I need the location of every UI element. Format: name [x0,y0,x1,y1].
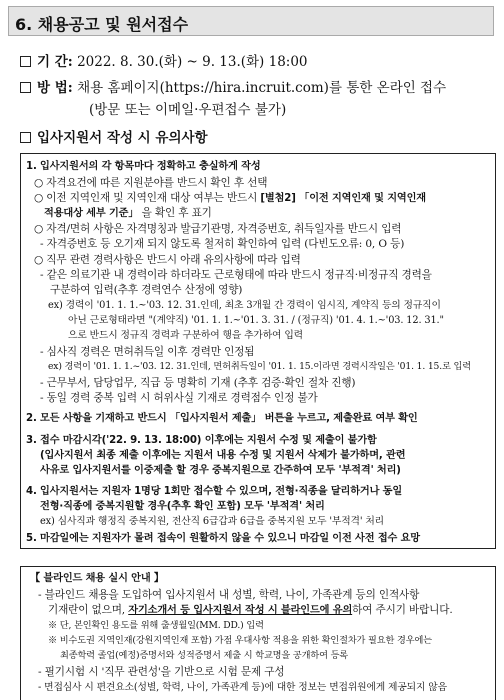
item1-d-sub3: - 근무부서, 담당업무, 직급 등 명확히 기재 (추후 검증·확인 절차 진행) [40,377,356,389]
item1-b-text2: 을 확인 후 표기 [141,207,212,219]
item3-line3: 사유로 입사지원서를 이중제출 할 경우 중복지원으로 간주하여 모두 '부적격' 처리) [40,465,401,476]
blind-hiring-box [20,566,496,700]
period-label: 기 간: [37,54,73,70]
item1-d-sub2: - 심사직 경력은 면허취득일 이후 경력만 인정됨 [40,346,255,358]
checkbox-square-icon [20,132,31,143]
method-value: 채용 홈페이지(https://hira.incruit.com)를 통한 온라인 접수 [77,80,447,96]
item1-d-ex2: ex) 경력이 '01. 1. 1.~'03. 12. 31.인데, 면허취득일이 '01. 1. 15.이라면 경력시작일은 '01. 1. 15.로 입력 [48,361,471,372]
item1-d-sub4: - 동일 경력 중복 입력 시 허위사실 기재로 경력점수 인정 불가 [40,392,318,404]
item1-b [34,191,426,206]
item4-line1: 4. 입사지원서는 지원자 1명당 1회만 접수할 수 있으며, 전형·직종을 달리하거나 동일 [26,486,403,497]
period-value: 2022. 8. 30.(화) ~ 9. 13.(화) 18:00 [77,54,308,70]
blind-item1-cont [48,603,453,618]
blind-note1: ※ 단, 본인확인 용도를 위해 출생월일(MM. DD.) 입력 [48,620,264,631]
blind-note2: ※ 비수도권 지역인재(강원지역인재 포함) 가점 우대사항 적용을 위한 확인절차가 필요한 경우에는 [48,635,432,646]
item1-d-ex1-cont1: 아닌 근로형태라면 "(계약직) '01. 1. 1.~'01. 3. 31. / (정규직) '01. 4. 1.~'03. 12. 31." [68,315,444,326]
section-title-bar [8,6,494,36]
blind-title: 【 블라인드 채용 실시 안내 】 [30,573,164,584]
method-row [20,76,446,96]
item1-b-highlight2: 적용대상 세부 기준」 [44,208,139,219]
item1-a: ○ 자격요건에 따른 지원분야를 반드시 확인 후 선택 [34,177,268,189]
item1-d-sub1-cont: 구분하여 입력(추후 경력연수 산정에 영향) [50,284,243,296]
item1-d-ex1: ex) 경력이 '01. 1. 1.~'03. 12. 31.인데, 최초 3개월 간 경력이 임시직, 계약직 등의 정규직이 [48,300,441,311]
checkbox-square-icon [20,82,31,93]
item4-example: ex) 심사직과 행정직 중복지원, 전산직 6급갑과 6급을 중복지원 모두 '부적격' 처리 [40,516,384,527]
method-label: 방 법: [37,80,73,96]
blind-note2-cont: 최종학력 졸업(예정)증명서와 성적증명서 제출 시 학교명을 공개하여 등록 [60,650,349,661]
item3-line1: 3. 접수 마감시각('22. 9. 13. 18:00) 이후에는 지원서 수정 및 제출이 불가함 [26,435,377,446]
blind-item1-text2: 하여 주시기 바랍니다. [352,604,453,616]
blind-item2: - 필기시험 시 '직무 관련성'을 기반으로 시험 문제 구성 [38,666,285,678]
item1-c: ○ 자격/면허 사항은 자격명칭과 발급기관명, 자격증번호, 취득일자를 반드시 입력 [34,223,402,235]
item3-line2: (입사지원서 최종 제출 이후에는 지원서 내용 수정 및 지원서 삭제가 불가하며, 관련 [40,450,406,461]
item1-c-sub: - 자격증번호 등 오기재 되지 않도록 철저히 확인하여 입력 (다빈도오류: 0, O 등) [40,238,405,250]
blind-item1: - 블라인드 채용을 도입하여 입사지원서 내 성별, 학력, 나이, 가족관계 등의 인적사항 [38,589,420,601]
item1-d-sub1: - 같은 의료기관 내 경력이라 하더라도 근로형태에 따라 반드시 정규직·비정규직 경력을 [40,269,432,281]
item4-line2: 전형·직종에 중복지원할 경우(추후 확인 포함) 모두 '부적격' 처리 [40,501,325,512]
item1-b-text: ○ 이전 지역인재 및 지역인재 대상 여부는 반드시 [34,192,258,204]
blind-item3: - 면접심사 시 편견요소(성별, 학력, 나이, 가족관계 등)에 대한 정보는 면접위원에게 제공되지 않음 [38,682,447,693]
checkbox-square-icon [20,56,31,67]
item5: 5. 마감일에는 지원자가 몰려 접속이 원활하지 않을 수 있으니 마감일 이전 사전 접수 요망 [26,533,421,544]
notice-heading-row [20,126,208,146]
section-title: 6. 채용공고 및 원서접수 [15,15,189,34]
item1-b-highlight: [별첨2] 「이전 지역인재 및 지역인재 [260,193,426,204]
method-note: (방문 또는 이메일·우편접수 불가) [89,102,287,118]
notice-heading: 입사지원서 작성 시 유의사항 [37,130,208,146]
item1-d: ○ 직무 관련 경력사항은 반드시 아래 유의사항에 따라 입력 [34,254,301,266]
blind-item1-emphasis: 자기소개서 등 입사지원서 작성 시 블라인드에 유의 [128,605,353,616]
item1-title: 1. 입사지원서의 각 항목마다 정확하고 충실하게 작성 [26,161,261,172]
item1-b-cont [44,206,212,221]
item2: 2. 모든 사항을 기재하고 반드시 「입사지원서 제출」 버튼을 누르고, 제출완료 여부 확인 [26,413,418,424]
item1-d-ex1-cont2: 으로 반드시 정규직 경력과 구분하여 행을 추가하여 입력 [68,330,303,341]
blind-item1-text: 기재란이 없으며, [48,604,126,616]
period-row [20,50,308,70]
